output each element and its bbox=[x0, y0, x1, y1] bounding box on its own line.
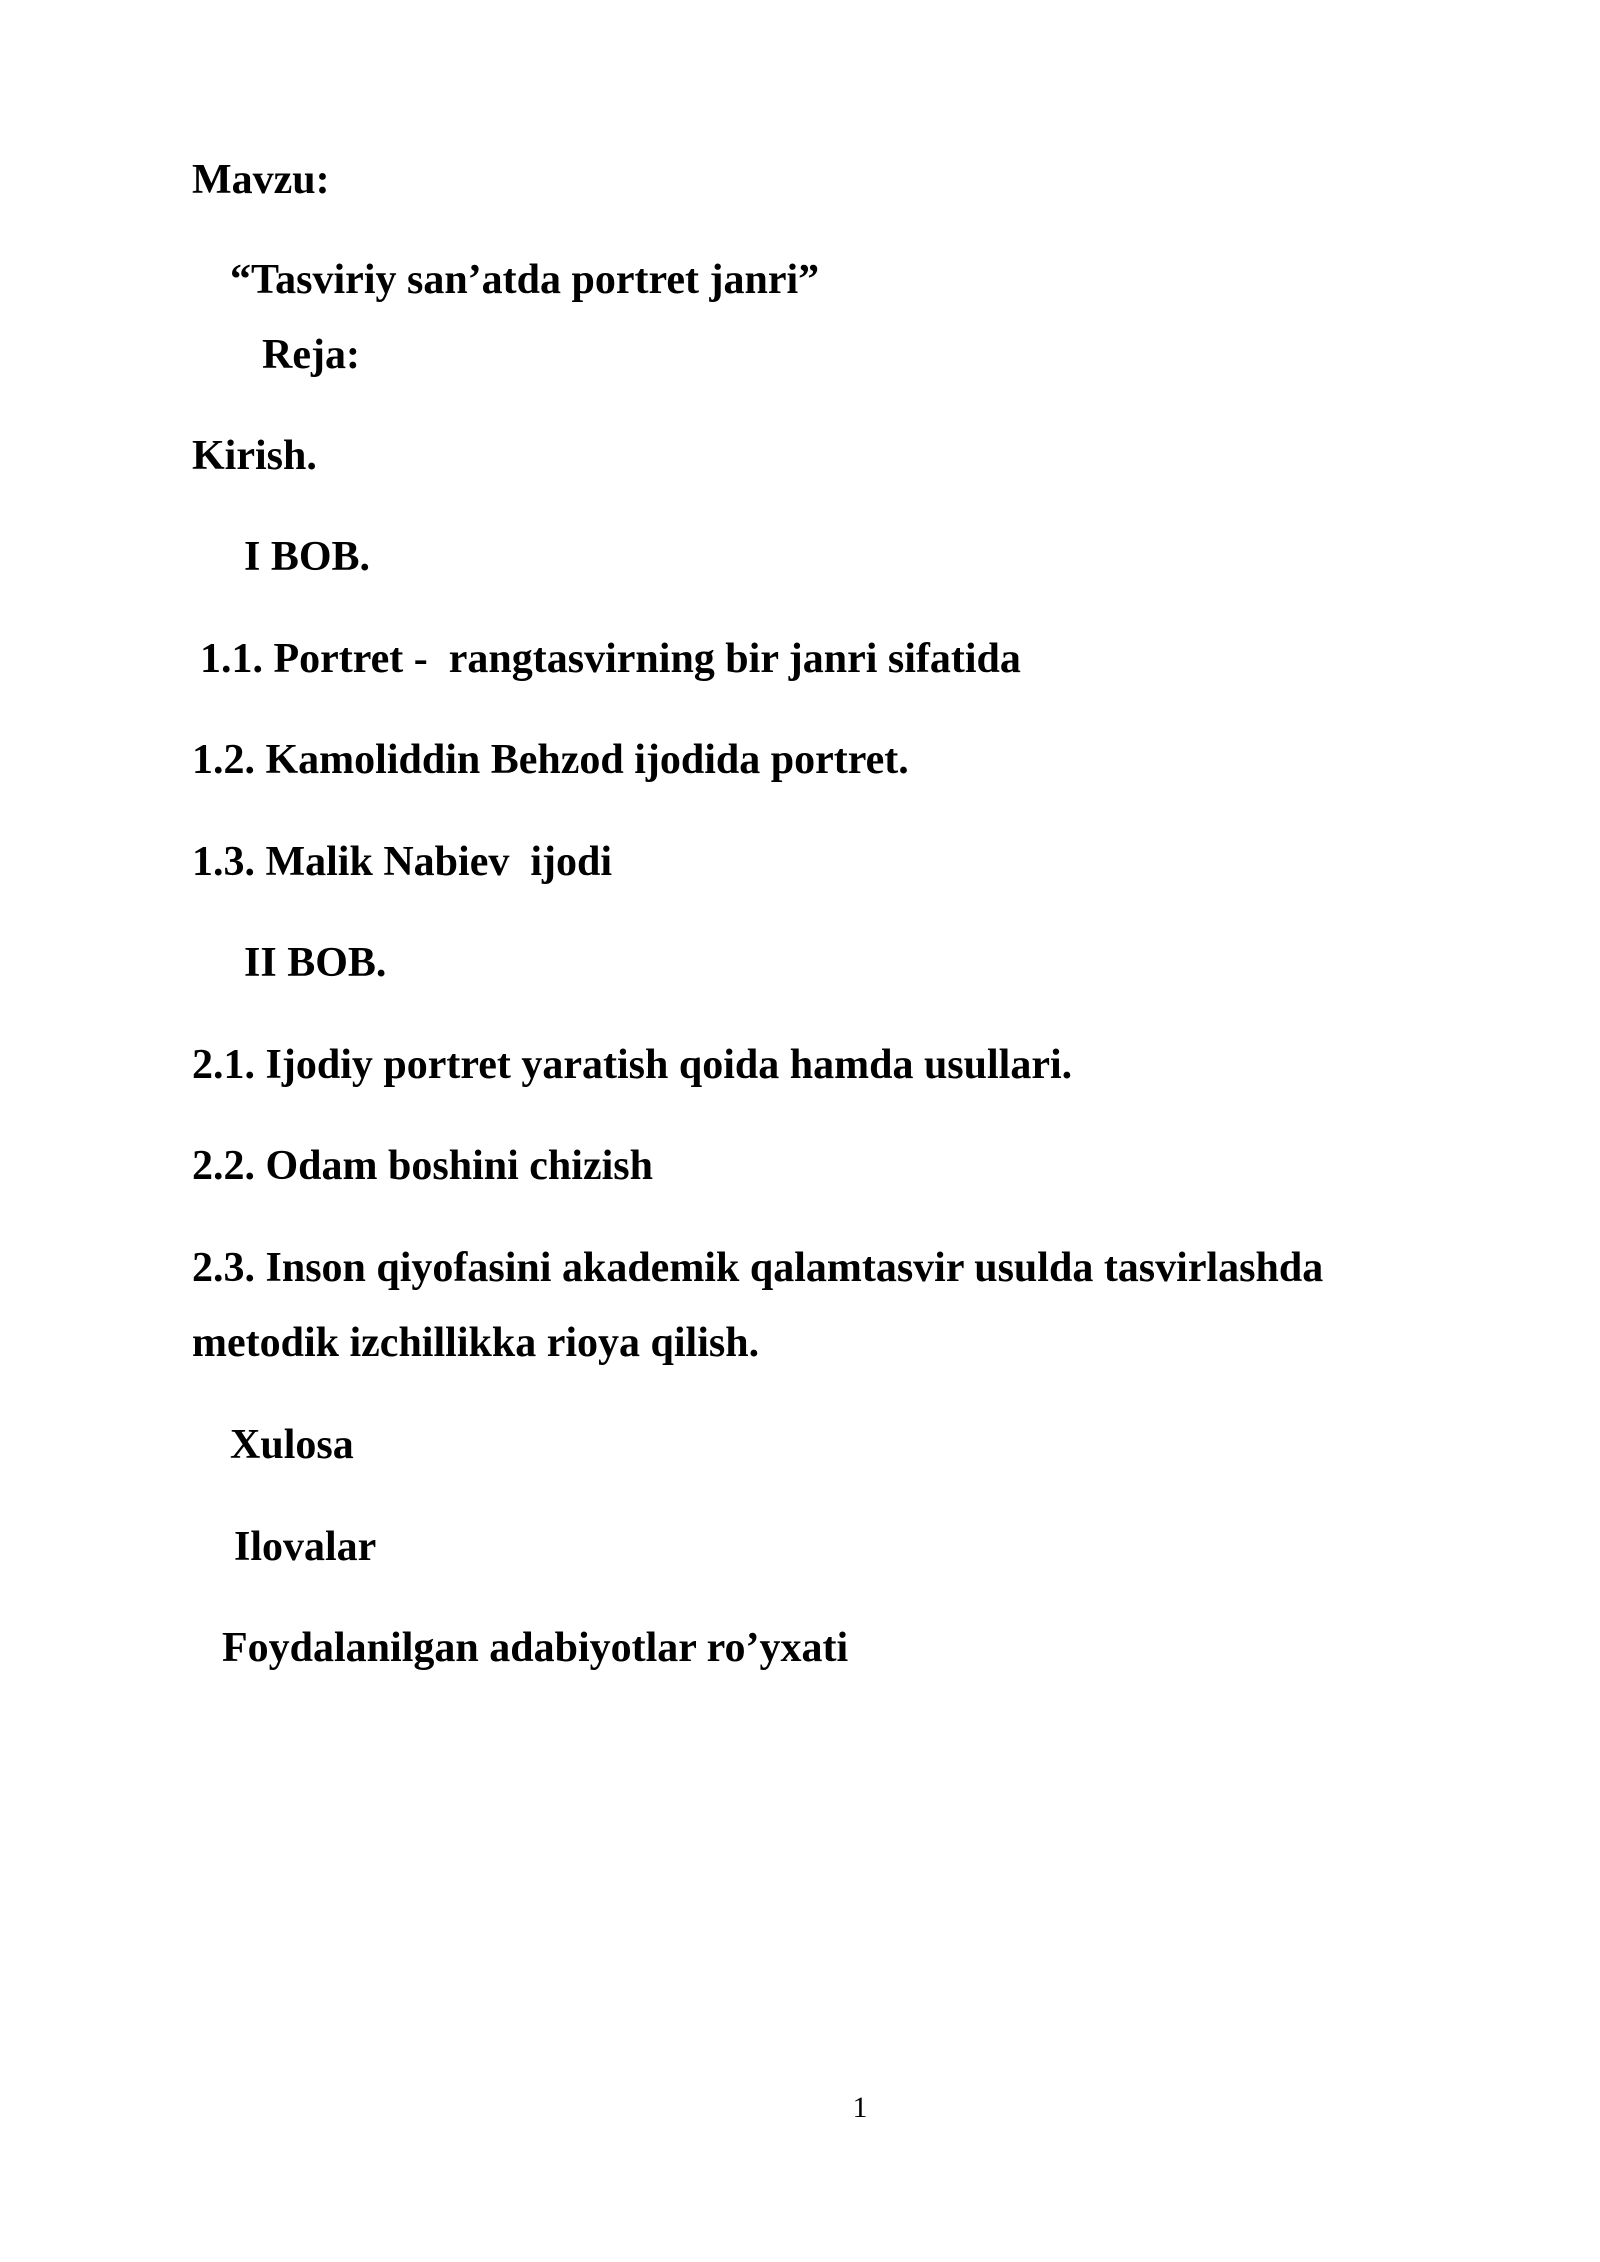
topic-label: Mavzu: bbox=[192, 157, 330, 203]
plan-item-2-1: 2.1. Ijodiy portret yaratish qoida hamda usullari. bbox=[192, 1042, 1073, 1088]
plan-item-conclusion: Xulosa bbox=[230, 1422, 354, 1468]
plan-item-1-2: 1.2. Kamoliddin Behzod ijodida portret. bbox=[192, 737, 909, 783]
plan-item-2-3-line-1: 2.3. Inson qiyofasini akademik qalamtasvir usulda tasvirlashda bbox=[192, 1245, 1324, 1291]
plan-item-chapter-1: I BOB. bbox=[244, 534, 371, 580]
plan-item-references: Foydalanilgan adabiyotlar ro’yxati bbox=[222, 1625, 849, 1671]
plan-item-introduction: Kirish. bbox=[192, 433, 317, 479]
page-number: 1 bbox=[852, 2091, 868, 2124]
plan-item-2-3-line-2: metodik izchillikka rioya qilish. bbox=[192, 1320, 760, 1366]
plan-item-1-1: 1.1. Portret - rangtasvirning bir janri sifatida bbox=[200, 636, 1021, 682]
topic-title: “Tasviriy san’atda portret janri” bbox=[230, 257, 820, 303]
plan-item-2-2: 2.2. Odam boshini chizish bbox=[192, 1143, 653, 1189]
plan-item-chapter-2: II BOB. bbox=[244, 940, 387, 986]
plan-item-appendices: Ilovalar bbox=[234, 1524, 377, 1570]
plan-item-1-3: 1.3. Malik Nabiev ijodi bbox=[192, 839, 613, 885]
plan-label: Reja: bbox=[262, 332, 360, 378]
